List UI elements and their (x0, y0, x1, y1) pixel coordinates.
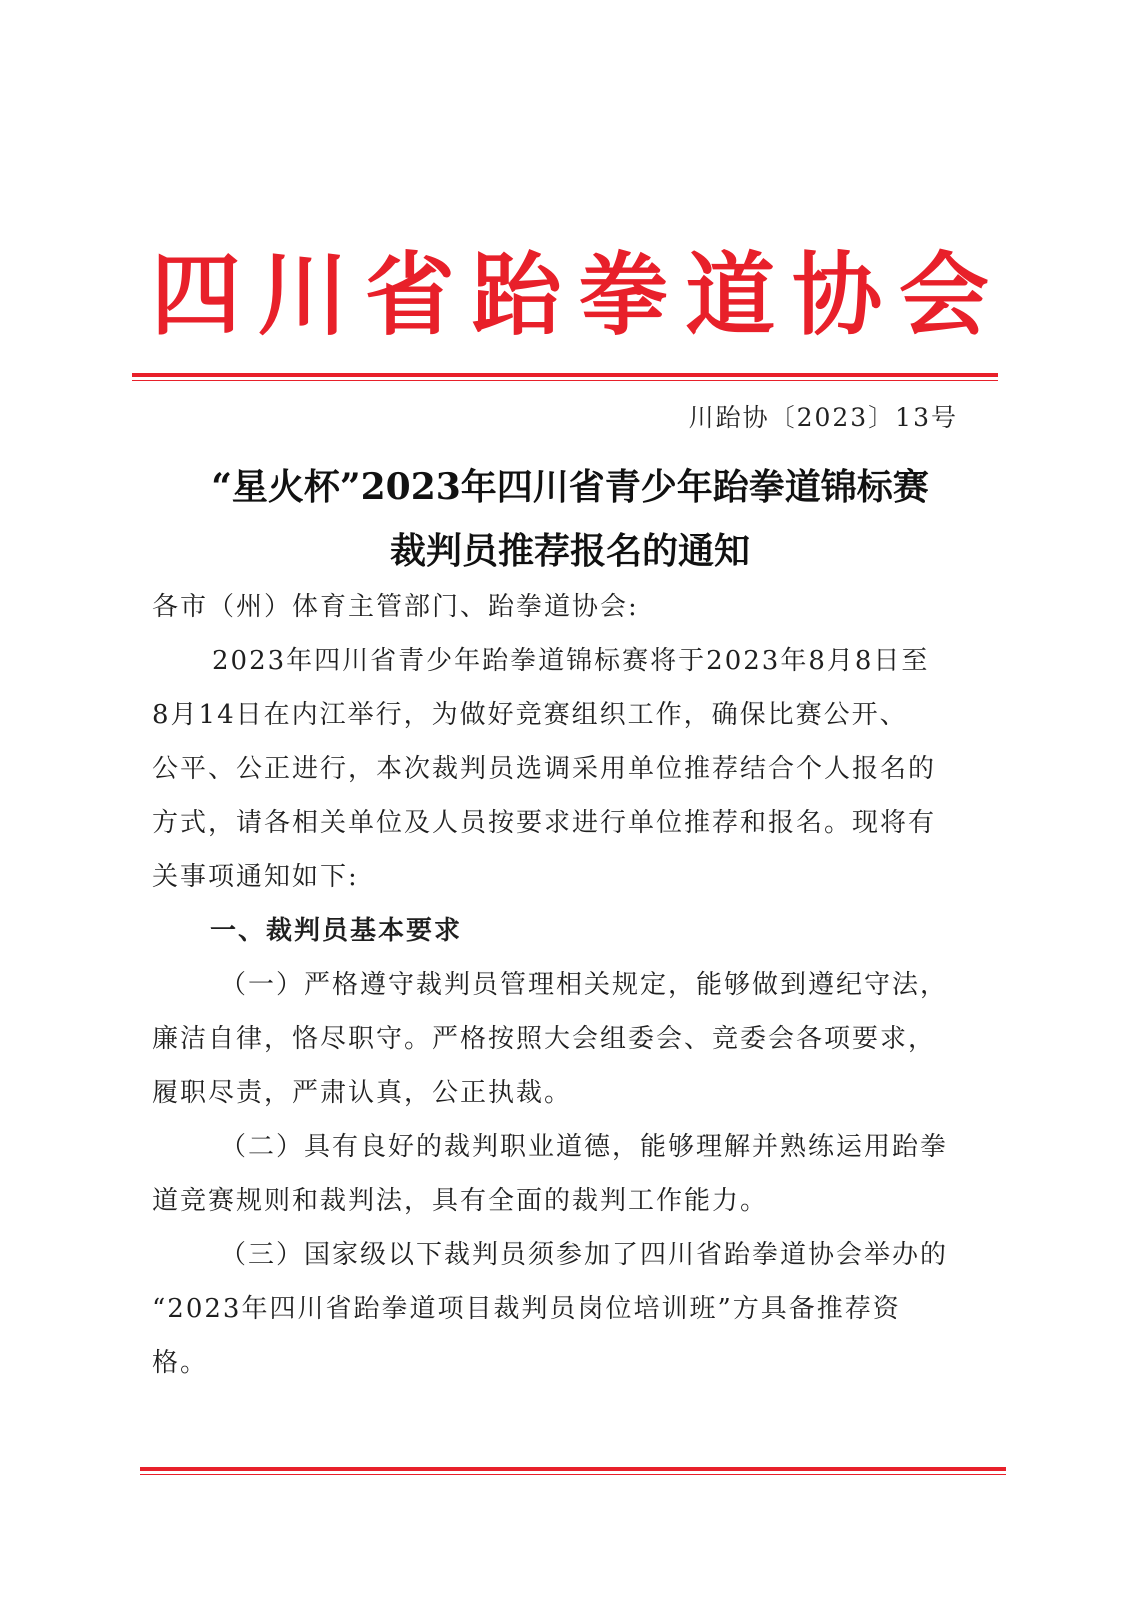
paragraph-line: 履职尽责，严肃认真，公正执裁。 (152, 1078, 573, 1108)
letterhead-char: 道 (685, 243, 776, 348)
document-body (152, 580, 992, 1390)
organization-letterhead (150, 236, 990, 356)
paragraph-line: 廉洁自律，恪尽职守。严格按照大会组委会、竞委会各项要求， (152, 1024, 937, 1054)
section-heading: 一、裁判员基本要求 (210, 916, 463, 946)
document-title-line-1: “星火杯”2023年四川省青少年跆拳道锦标赛 (211, 466, 929, 508)
paragraph-line: 8月14日在内江举行，为做好竞赛组织工作，确保比赛公开、 (152, 700, 908, 730)
paragraph-line: 道竞赛规则和裁判法，具有全面的裁判工作能力。 (152, 1186, 769, 1216)
letterhead-char: 协 (792, 243, 883, 348)
paragraph-line: 2023年四川省青少年跆拳道锦标赛将于2023年8月8日至 (212, 646, 930, 676)
paragraph-line: （二）具有良好的裁判职业道德，能够理解并熟练运用跆拳 (220, 1132, 949, 1162)
paragraph-line: （一）严格遵守裁判员管理相关规定，能够做到遵纪守法， (220, 970, 949, 1000)
document-title-line-2: 裁判员推荐报名的通知 (389, 530, 750, 572)
letterhead-char: 省 (364, 243, 455, 348)
header-divider-thick (132, 373, 998, 377)
paragraph-line: 公平、公正进行，本次裁判员选调采用单位推荐结合个人报名的 (152, 754, 937, 784)
paragraph-line: 方式，请各相关单位及人员按要求进行单位推荐和报名。现将有 (152, 808, 937, 838)
paragraph-line: （三）国家级以下裁判员须参加了四川省跆拳道协会举办的 (220, 1240, 949, 1270)
paragraph-line: 格。 (152, 1348, 209, 1378)
letterhead-char: 四 (151, 243, 241, 348)
paragraph-line: “2023年四川省跆拳道项目裁判员岗位培训班”方具备推荐资 (152, 1294, 901, 1324)
footer-divider-thin (140, 1474, 1006, 1475)
footer-divider-thick (140, 1467, 1006, 1471)
letterhead-char: 会 (898, 243, 989, 348)
letterhead-char: 跆 (471, 243, 562, 348)
header-divider-thin (132, 380, 998, 381)
document-number: 川跆协〔2023〕13号 (688, 403, 958, 432)
paragraph-line: 关事项通知如下: (152, 862, 359, 892)
salutation: 各市（州）体育主管部门、跆拳道协会: (152, 592, 639, 622)
letterhead-char: 川 (257, 243, 348, 348)
letterhead-char: 拳 (578, 243, 669, 348)
